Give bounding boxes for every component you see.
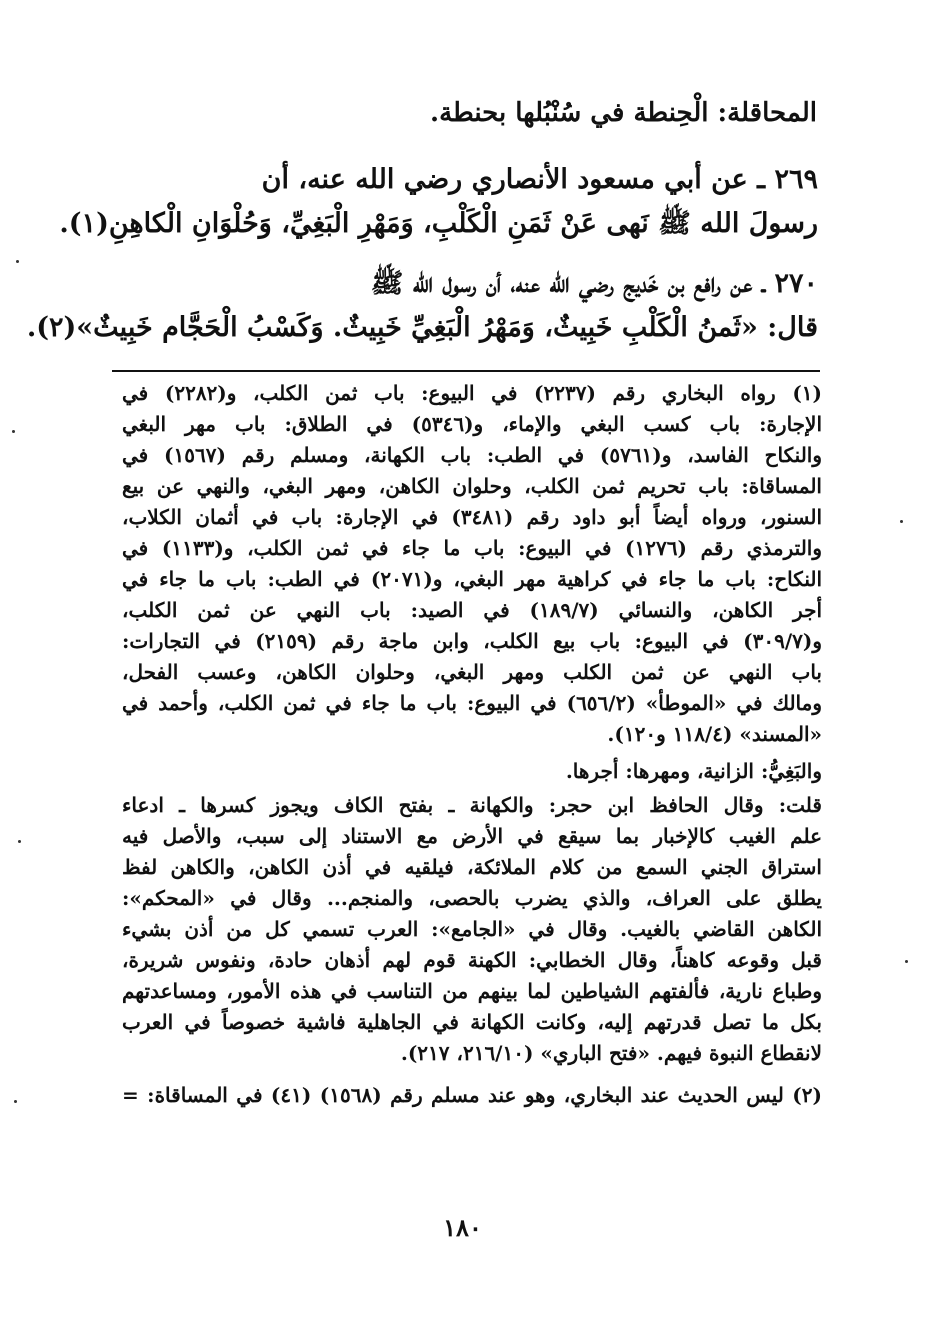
footnote-1-commentary-line: استراق الجني السمع من كلام الملائكة، فيلقيه في أذن الكاهن، والكاهن لفظ	[122, 855, 822, 879]
footnote-1-baghi-note: والبَغِيُّ: الزانية، ومهرها: أجرها.	[565, 759, 822, 783]
footnote-2: (٢) ليس الحديث عند البخاري، وهو عند مسلم رقم (١٥٦٨) (٤١) في المساقاة: =	[122, 1083, 822, 1107]
footnote-1-line: ومالك في «الموطأ» (٦٥٦/٢) في البيوع: باب ما جاء في ثمن الكلب، وأحمد في	[122, 691, 822, 715]
footnote-1-line: «المسند» (١١٨/٤ و١٢٠).	[607, 722, 822, 746]
footnote-1-line: والترمذي رقم (١٢٧٦) في البيوع: باب ما جاء في ثمن الكلب، و(١١٣٣) في	[122, 536, 823, 560]
hadith-269-line-1: ٢٦٩ ـ عن أبي مسعود الأنصاري رضي الله عنه، أن	[261, 164, 818, 195]
footnote-1-line: و(٣٠٩/٧) في البيوع: باب بيع الكلب، وابن ماجة رقم (٢١٥٩) في التجارات:	[122, 629, 823, 653]
hadith-270-line-2: قال: «ثَمنُ الْكَلْبِ خَبِيثٌ، وَمَهْرُ الْبَغِيِّ خَبِيثٌ. وَكَسْبُ الْحَجَّام خَبِيثٌ»(٢).	[26, 312, 818, 343]
footnote-1-line: أجر الكاهن، والنسائي (١٨٩/٧) في الصيد: باب النهي عن ثمن الكلب،	[122, 598, 822, 622]
footnote-1-commentary-line: علم الغيب كالإخبار بما سيقع في الأرض مع الاستناد إلى سبب، والأصل فيه	[122, 824, 822, 848]
footnote-1-commentary-line: يطلق على العراف، والذي يضرب بالحصى، والمنجم... وقال في «المحكم»:	[122, 886, 822, 910]
footnote-1-line: (١) رواه البخاري رقم (٢٢٣٧) في البيوع: باب ثمن الكلب، و(٢٢٨٢) في	[122, 381, 823, 405]
footnote-1-commentary-line: قلت: وقال الحافظ ابن حجر: والكهانة ـ بفتح الكاف ويجوز كسرها ـ ادعاء	[122, 793, 822, 817]
scan-speck	[14, 1100, 17, 1103]
hadith-269-line-2: رسولَ الله ﷺ نَهى عَنْ ثَمَنِ الْكَلْبِ، وَمَهْرِ الْبَغِيِّ، وَحُلْوَانِ الْكاهِنِ(١).	[59, 208, 818, 239]
hadith-270-line-1: ٢٧٠ ـ عن رافع بن خَديج رضي الله عنه، أن رسول الله ﷺ	[370, 268, 818, 299]
footnote-1-line: المساقاة: باب تحريم ثمن الكلب، وحلوان الكاهن، ومهر البغي، والنهي عن بيع	[122, 474, 822, 498]
section-heading: المحاقلة: الْحِنطة في سُنْبُلها بحنطة.	[430, 98, 817, 128]
footnote-1-commentary-line: بكل ما تصل قدرتهم إليه، وكانت الكهانة في الجاهلية فاشية خصوصاً في العرب	[122, 1010, 822, 1034]
footnote-1-line: باب النهي عن ثمن الكلب ومهر البغي، وحلوان الكاهن، وعسب الفحل،	[122, 660, 822, 684]
scan-speck	[18, 840, 21, 843]
scan-speck	[905, 960, 908, 963]
footnote-1-commentary-line: الكاهن القاضي بالغيب. وقال في «الجامع»: العرب تسمي كل من أذن بشيء	[122, 917, 822, 941]
footnote-1-line: السنور، ورواه أيضاً أبو داود رقم (٣٤٨١) في الإجارة: باب في أثمان الكلاب،	[122, 505, 822, 529]
footnote-1-line: النكاح: باب ما جاء في كراهية مهر البغي، و(٢٠٧١) في الطب: باب ما جاء في	[122, 567, 823, 591]
scan-speck	[16, 260, 19, 263]
page-number: ١٨٠	[443, 1213, 482, 1242]
footnote-1-line: الإجارة: باب كسب البغي والإماء، و(٥٣٤٦) في الطلاق: باب مهر البغي	[122, 412, 823, 436]
scan-speck	[12, 430, 15, 433]
footnote-1-commentary-line: قبل وقوعه كاهناً، وقال الخطابي: الكهنة قوم لهم أذهان حادة، ونفوس شريرة،	[122, 948, 822, 972]
footnote-separator	[112, 370, 820, 372]
footnote-1-line: والنكاح الفاسد، و(٥٧٦١) في الطب: باب الكهانة، ومسلم رقم (١٥٦٧) في	[122, 443, 823, 467]
footnote-1-commentary-line: لانقطاع النبوة فيهم. «فتح الباري» (٢١٦/١٠، ٢١٧).	[400, 1041, 822, 1065]
footnote-1-commentary-line: وطباع نارية، فألفتهم الشياطين لما بينهم من التناسب في هذه الأمور، ومساعدتهم	[122, 979, 822, 1003]
scan-speck	[900, 520, 903, 523]
